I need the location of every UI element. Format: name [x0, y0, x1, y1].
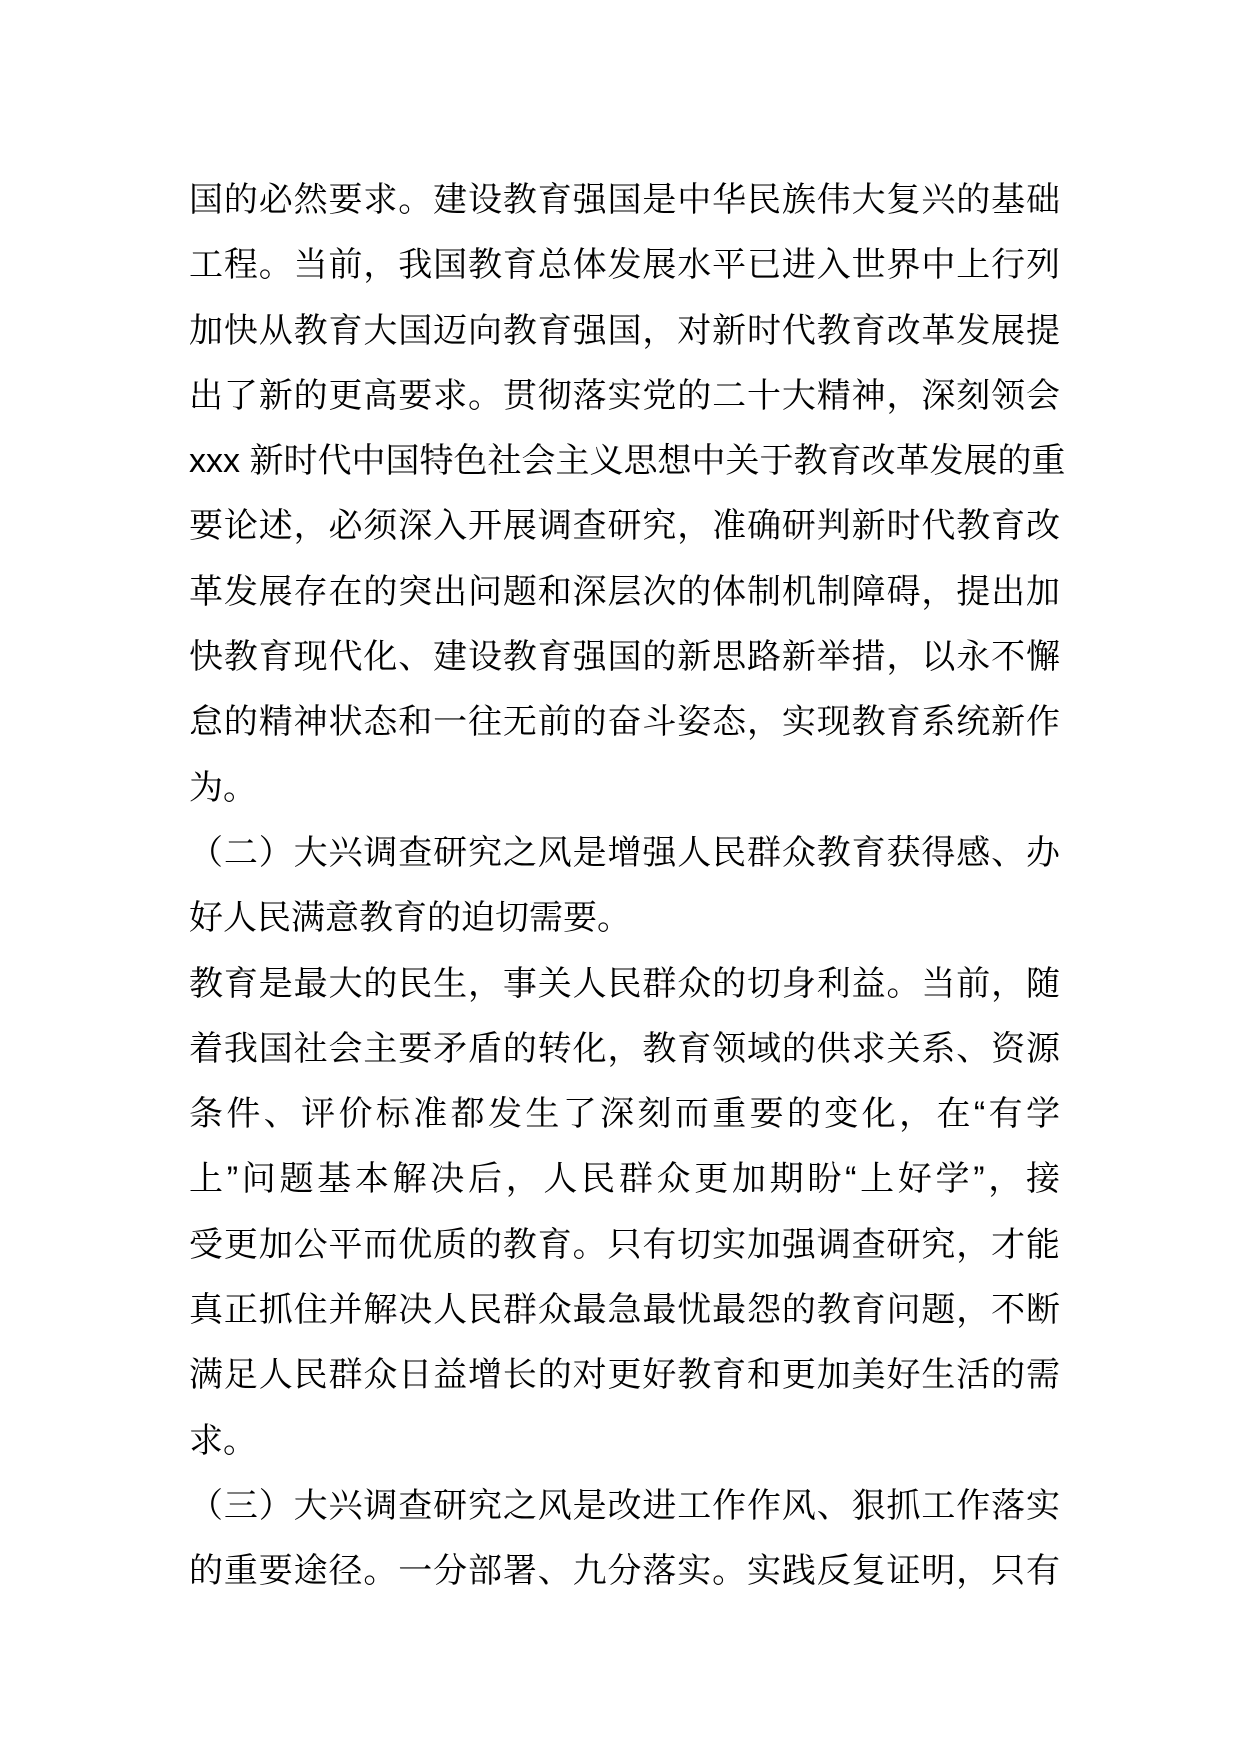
- text-line: （二）大兴调查研究之风是增强人民群众教育获得感、办: [189, 833, 1060, 872]
- text-line: 真正抓住并解决人民群众最急最忧最怨的教育问题，不断: [189, 1291, 1060, 1330]
- text-line: 为。: [189, 768, 257, 807]
- text-line: （三）大兴调查研究之风是改进工作作风、狠抓工作落实: [189, 1486, 1060, 1525]
- text-line: 工程。当前，我国教育总体发展水平已进入世界中上行列: [189, 246, 1060, 285]
- section-heading: [189, 1474, 1060, 1605]
- text-line: 受更加公平而优质的教育。只有切实加强调查研究，才能: [189, 1225, 1060, 1264]
- text-line: 怠的精神状态和一往无前的奋斗姿态，实现教育系统新作: [189, 703, 1060, 742]
- text-line: xxx 新时代中国特色社会主义思想中关于教育改革发展的重: [189, 442, 1066, 481]
- text-line: 快教育现代化、建设教育强国的新思路新举措，以永不懈: [189, 638, 1060, 677]
- text-line: 好人民满意教育的迫切需要。: [189, 899, 631, 938]
- text-line: 满足人民群众日益增长的对更好教育和更加美好生活的需: [189, 1356, 1060, 1395]
- text-line: 求。: [189, 1421, 257, 1460]
- text-line: 加快从教育大国迈向教育强国，对新时代教育改革发展提: [189, 311, 1060, 350]
- text-line: 革发展存在的突出问题和深层次的体制机制障碍，提出加: [189, 572, 1060, 611]
- text-line: 条件、评价标准都发生了深刻而重要的变化，在“有学: [189, 1095, 1060, 1134]
- document-body: [189, 168, 1066, 1605]
- paragraph: [189, 952, 1060, 1474]
- text-line: 的重要途径。一分部署、九分落实。实践反复证明，只有: [189, 1552, 1060, 1591]
- text-line: 上”问题基本解决后，人民群众更加期盼“上好学”，接: [189, 1160, 1060, 1199]
- section-heading: [189, 821, 1060, 952]
- paragraph: [189, 168, 1066, 821]
- text-line: 着我国社会主要矛盾的转化，教育领域的供求关系、资源: [189, 1029, 1060, 1068]
- text-line: 出了新的更高要求。贯彻落实党的二十大精神，深刻领会: [189, 376, 1060, 415]
- text-line: 教育是最大的民生，事关人民群众的切身利益。当前，随: [189, 964, 1060, 1003]
- text-line: 要论述，必须深入开展调查研究，准确研判新时代教育改: [189, 507, 1060, 546]
- text-line: 国的必然要求。建设教育强国是中华民族伟大复兴的基础: [189, 181, 1060, 219]
